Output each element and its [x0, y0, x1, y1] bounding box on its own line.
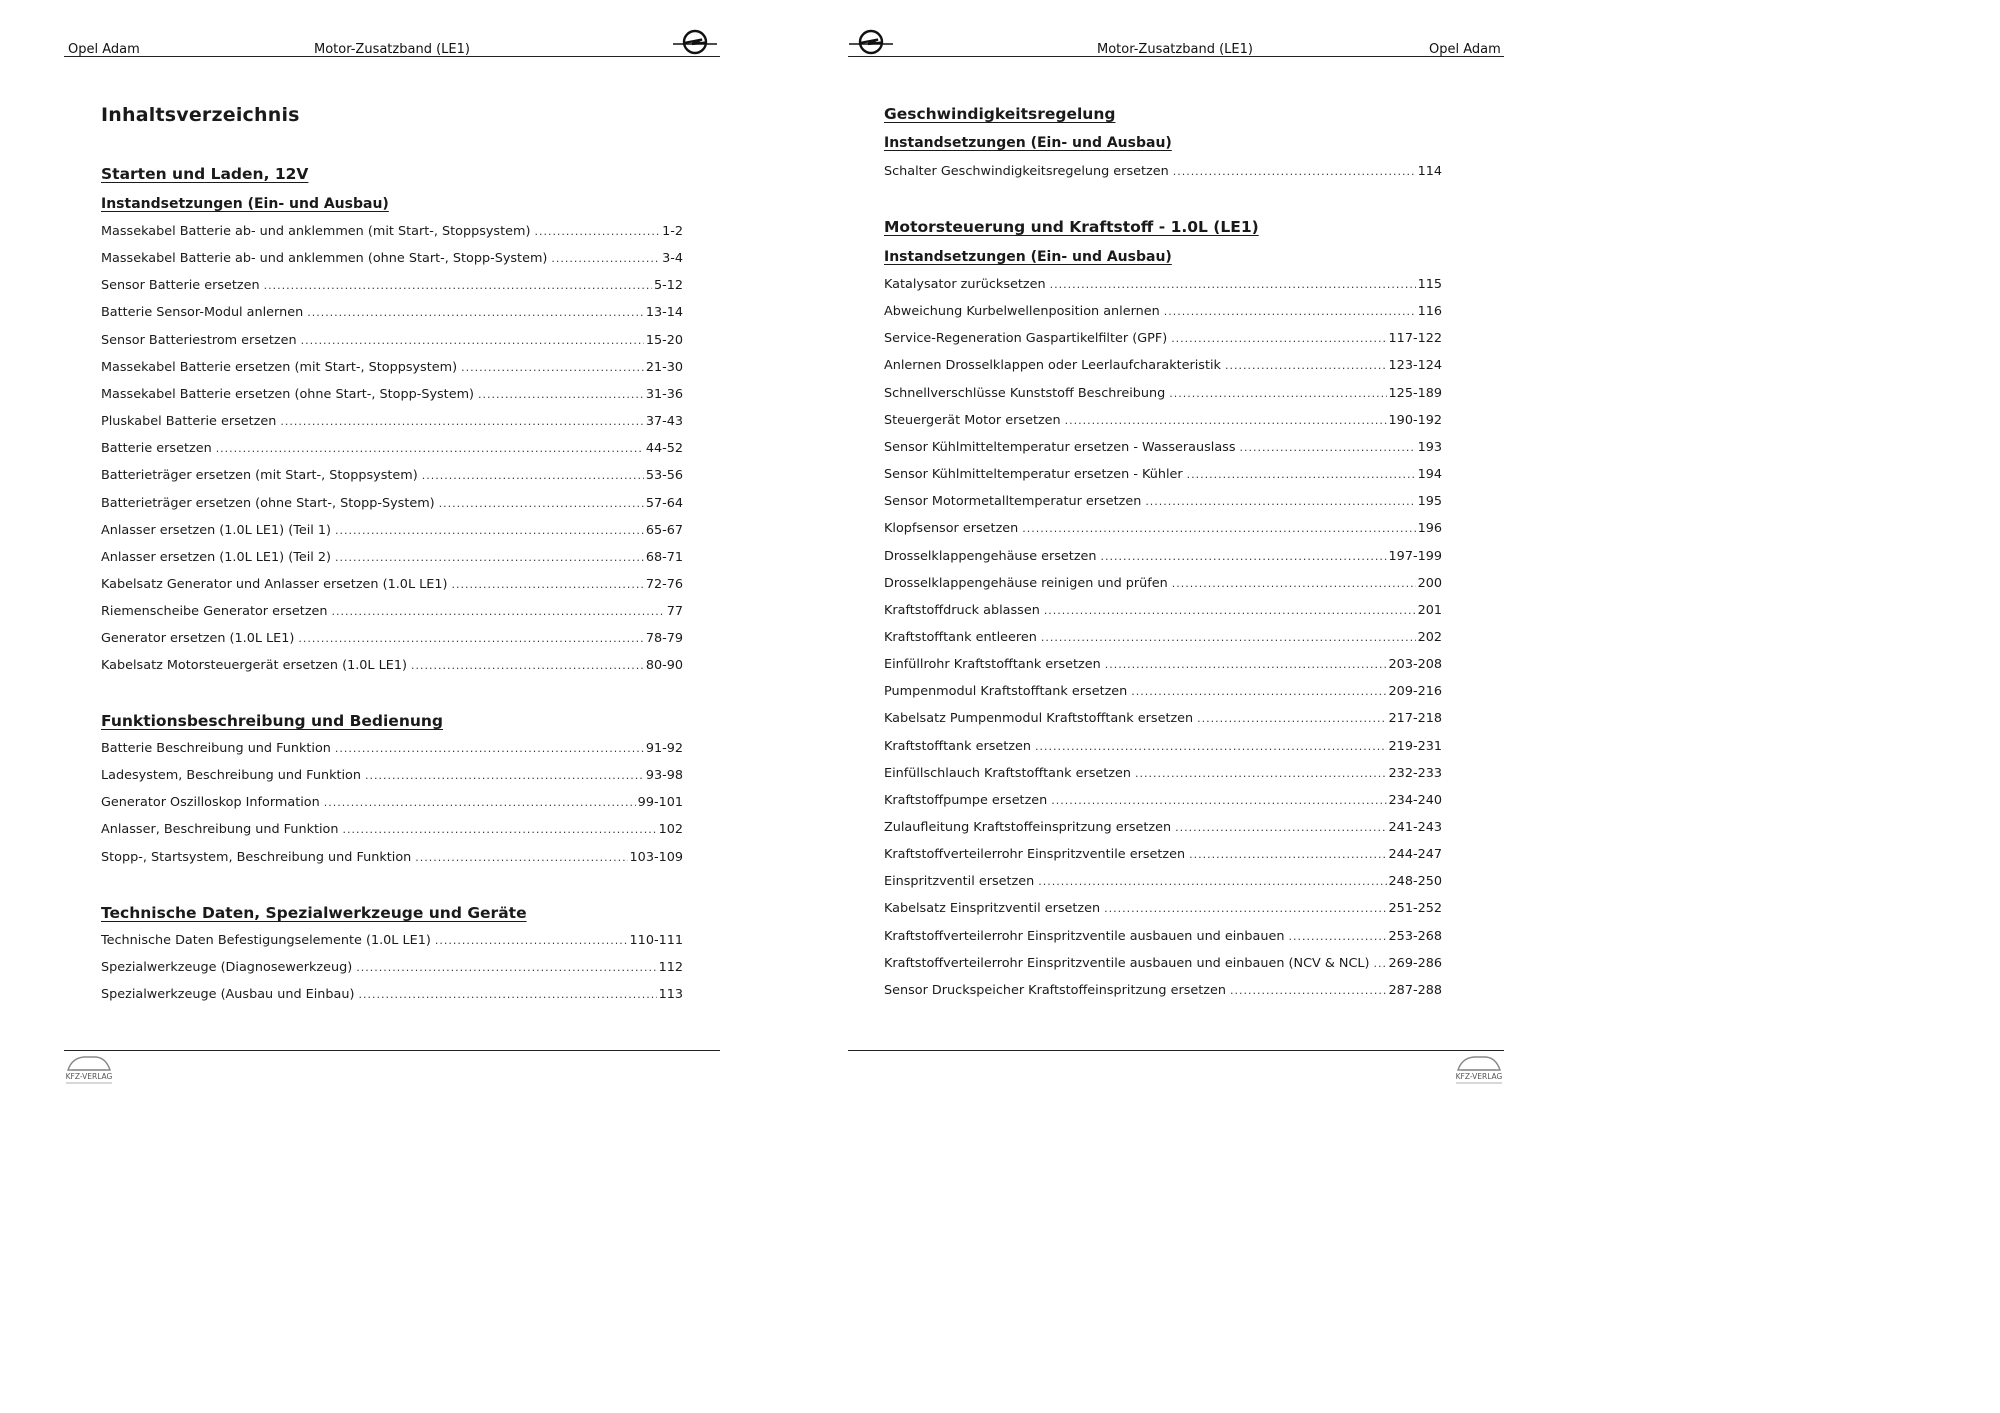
- toc-entry-title: Kraftstofftank entleeren: [884, 629, 1037, 645]
- toc-entry-pages: 190-192: [1388, 412, 1442, 428]
- toc-entry-title: Sensor Kühlmitteltemperatur ersetzen - Wasserauslass: [884, 439, 1236, 455]
- kfz-verlag-logo-icon: [62, 1052, 116, 1086]
- left-page: [0, 0, 776, 1098]
- toc-dot-leader: [324, 793, 636, 813]
- toc-dot-leader: [1171, 329, 1386, 349]
- toc-entry-title: Einspritzventil ersetzen: [884, 874, 1035, 890]
- toc-entry[interactable]: [884, 764, 1442, 784]
- toc-entry-pages: 194: [1417, 467, 1442, 483]
- toc-entry-title: Batterie Beschreibung und Funktion: [101, 741, 331, 756]
- toc-dot-leader: [461, 358, 644, 378]
- toc-dot-leader: [1374, 954, 1387, 974]
- footer-rule: [64, 1050, 720, 1051]
- toc-entry-pages: 248-250: [1388, 874, 1442, 890]
- toc-entry-pages: 197-199: [1388, 548, 1442, 564]
- toc-dot-leader: [1240, 438, 1416, 458]
- toc-entry-pages: 99-101: [637, 795, 683, 811]
- toc-entry-pages: 102: [658, 822, 683, 838]
- toc-entry-pages: 112: [658, 960, 683, 976]
- header-rule: [64, 56, 720, 57]
- section-title: Geschwindigkeitsregelung: [884, 105, 1116, 123]
- toc-dot-leader: [478, 385, 644, 405]
- toc-entry-pages: 3-4: [662, 251, 683, 267]
- opel-logo-icon: [848, 28, 894, 58]
- toc-entry[interactable]: [884, 818, 1442, 838]
- toc-entry-title: Stopp-, Startsystem, Beschreibung und Funktion: [101, 849, 412, 865]
- toc-entry[interactable]: [101, 602, 683, 622]
- toc-entry[interactable]: [884, 275, 1442, 295]
- toc-entry-title: Einfüllschlauch Kraftstofftank ersetzen: [884, 765, 1131, 781]
- toc-entry[interactable]: [101, 848, 683, 868]
- toc-entry-title: Spezialwerkzeuge (Diagnosewerkzeug): [101, 960, 353, 976]
- toc-entry-title: Anlasser, Beschreibung und Funktion: [101, 822, 339, 838]
- toc-entry-title: Anlernen Drosselklappen oder Leerlaufcharakteristik: [884, 358, 1221, 374]
- toc-entry-pages: 116: [1417, 304, 1442, 320]
- toc-entry-pages: 80-90: [645, 658, 683, 674]
- toc-entry-pages: 78-79: [645, 631, 683, 647]
- toc-entry[interactable]: [884, 162, 1442, 182]
- toc-dot-leader: [307, 303, 644, 323]
- toc-dot-leader: [1135, 764, 1387, 784]
- toc-entry-title: Kraftstoffdruck ablassen: [884, 602, 1040, 618]
- toc-dot-leader: [451, 575, 643, 595]
- toc-entry[interactable]: [101, 739, 683, 759]
- toc-dot-leader: [301, 331, 644, 351]
- toc-entry-title: Anlasser ersetzen (1.0L LE1) (Teil 2): [101, 549, 332, 565]
- svg-text:KFZ-VERLAG: KFZ-VERLAG: [1455, 1072, 1503, 1081]
- section-title: Motorsteuerung und Kraftstoff - 1.0L (LE1): [884, 218, 1259, 236]
- toc-entry[interactable]: [884, 519, 1442, 539]
- toc-entry-pages: 44-52: [645, 441, 683, 457]
- toc-entry-pages: 114: [1417, 164, 1442, 179]
- section-subtitle: Instandsetzungen (Ein- und Ausbau): [101, 196, 389, 212]
- toc-entry-pages: 217-218: [1388, 711, 1442, 727]
- toc-entry[interactable]: [884, 872, 1442, 892]
- toc-entry[interactable]: [101, 276, 683, 296]
- toc-entry[interactable]: [884, 981, 1442, 1001]
- toc-entry-pages: 21-30: [645, 359, 683, 375]
- toc-entry[interactable]: [884, 438, 1442, 458]
- toc-entry-title: Schnellverschlüsse Kunststoff Beschreibung: [884, 385, 1166, 401]
- toc-dot-leader: [356, 958, 656, 978]
- toc-entry-title: Massekabel Batterie ersetzen (ohne Start-, Stopp-System): [101, 386, 475, 402]
- opel-logo-icon: [672, 28, 718, 58]
- toc-entry-title: Batterieträger ersetzen (ohne Start-, Stopp-System): [101, 495, 435, 511]
- toc-entry-pages: 65-67: [645, 522, 683, 538]
- toc-entry[interactable]: [884, 329, 1442, 349]
- toc-entry-title: Riemenscheibe Generator ersetzen: [101, 604, 328, 620]
- toc-entry-title: Kraftstoffverteilerrohr Einspritzventile ausbauen und einbauen: [884, 928, 1285, 944]
- toc-dot-leader: [358, 985, 656, 1005]
- toc-entry-title: Drosselklappengehäuse reinigen und prüfen: [884, 575, 1168, 591]
- toc-entry-title: Sensor Druckspeicher Kraftstoffeinspritzung ersetzen: [884, 982, 1226, 998]
- toc-dot-leader: [551, 249, 660, 269]
- section-title: Technische Daten, Spezialwerkzeuge und Geräte: [101, 904, 527, 922]
- toc-dot-leader: [298, 629, 643, 649]
- toc-dot-leader: [1197, 709, 1386, 729]
- toc-entry-pages: 117-122: [1388, 331, 1442, 347]
- toc-dot-leader: [422, 466, 644, 486]
- toc-entry[interactable]: [884, 465, 1442, 485]
- toc-entry-title: Pumpenmodul Kraftstofftank ersetzen: [884, 684, 1128, 700]
- toc-entry-pages: 202: [1417, 629, 1442, 645]
- toc-entry[interactable]: [884, 709, 1442, 729]
- toc-entry-title: Katalysator zurücksetzen: [884, 277, 1046, 292]
- toc-dot-leader: [1022, 519, 1415, 539]
- toc-entry[interactable]: [884, 899, 1442, 919]
- toc-entry[interactable]: [884, 384, 1442, 404]
- toc-entry-pages: 244-247: [1388, 847, 1442, 863]
- toc-dot-leader: [343, 820, 657, 840]
- header-brand: Opel Adam: [68, 42, 140, 57]
- toc-entry-pages: 241-243: [1388, 820, 1442, 835]
- toc-dot-leader: [1038, 872, 1386, 892]
- toc-dot-leader: [1101, 547, 1387, 567]
- toc-entry[interactable]: [884, 927, 1442, 947]
- toc-dot-leader: [1288, 927, 1386, 947]
- toc-dot-leader: [1044, 601, 1416, 621]
- toc-dot-leader: [1189, 845, 1386, 865]
- toc-entry[interactable]: [101, 358, 683, 378]
- toc-entry-pages: 15-20: [645, 332, 683, 348]
- toc-entry-pages: 251-252: [1388, 901, 1442, 917]
- toc-entry-pages: 253-268: [1388, 928, 1442, 944]
- footer-rule: [848, 1050, 1504, 1051]
- header-brand: Opel Adam: [1429, 42, 1501, 57]
- toc-entry[interactable]: [101, 575, 683, 595]
- section-title: Funktionsbeschreibung und Bedienung: [101, 712, 444, 730]
- section-subtitle: Instandsetzungen (Ein- und Ausbau): [884, 249, 1172, 265]
- toc-entry[interactable]: [101, 766, 683, 786]
- toc-entry-title: Kabelsatz Generator und Anlasser ersetzen (1.0L LE1): [101, 576, 448, 592]
- toc-entry[interactable]: [101, 958, 683, 978]
- toc-entry[interactable]: [101, 521, 683, 541]
- toc-entry[interactable]: [884, 492, 1442, 512]
- toc-entry[interactable]: [884, 356, 1442, 376]
- toc-entry-pages: 193: [1417, 439, 1442, 455]
- toc-entry-title: Kabelsatz Einspritzventil ersetzen: [884, 901, 1101, 917]
- toc-entry[interactable]: [884, 628, 1442, 648]
- kfz-verlag-logo-icon: [1452, 1052, 1506, 1086]
- toc-entry[interactable]: [101, 931, 683, 951]
- toc-entry-pages: 68-71: [645, 549, 683, 565]
- toc-dot-leader: [1173, 162, 1416, 182]
- toc-entry[interactable]: [884, 682, 1442, 702]
- toc-entry-pages: 195: [1417, 494, 1442, 510]
- toc-entry-title: Batterie Sensor-Modul anlernen: [101, 305, 304, 321]
- toc-entry-pages: 125-189: [1388, 385, 1442, 401]
- section-title: Starten und Laden, 12V: [101, 165, 309, 183]
- toc-entry-pages: 219-231: [1388, 738, 1442, 754]
- toc-entry[interactable]: [101, 439, 683, 459]
- toc-dot-leader: [1145, 492, 1415, 512]
- toc-dot-leader: [335, 521, 644, 541]
- header-rule: [848, 56, 1504, 57]
- toc-entry-pages: 232-233: [1388, 765, 1442, 781]
- toc-title: Inhaltsverzeichnis: [101, 104, 300, 126]
- toc-entry[interactable]: [101, 820, 683, 840]
- toc-entry-pages: 77: [666, 604, 683, 620]
- toc-entry-title: Abweichung Kurbelwellenposition anlernen: [884, 304, 1160, 320]
- toc-entry[interactable]: [101, 303, 683, 323]
- toc-dot-leader: [1050, 275, 1416, 295]
- toc-dot-leader: [1051, 791, 1386, 811]
- toc-entry-pages: 196: [1417, 521, 1442, 537]
- toc-entry-pages: 91-92: [645, 741, 683, 756]
- toc-entry-pages: 234-240: [1388, 792, 1442, 808]
- toc-dot-leader: [1175, 818, 1386, 838]
- toc-dot-leader: [1225, 356, 1387, 376]
- toc-entry-pages: 31-36: [645, 386, 683, 402]
- header-title: Motor-Zusatzband (LE1): [314, 42, 470, 57]
- toc-entry[interactable]: [101, 985, 683, 1005]
- toc-dot-leader: [216, 439, 644, 459]
- toc-dot-leader: [1187, 465, 1416, 485]
- toc-entry-pages: 269-286: [1388, 955, 1442, 971]
- toc-entry-title: Massekabel Batterie ab- und anklemmen (ohne Start-, Stopp-System): [101, 251, 548, 267]
- toc-entry-pages: 201: [1417, 602, 1442, 618]
- toc-entry-pages: 287-288: [1388, 982, 1442, 998]
- toc-entry-title: Generator ersetzen (1.0L LE1): [101, 631, 295, 647]
- toc-entry[interactable]: [101, 385, 683, 405]
- toc-entry[interactable]: [101, 249, 683, 269]
- toc-entry[interactable]: [884, 302, 1442, 322]
- toc-entry[interactable]: [884, 601, 1442, 621]
- toc-entry-title: Massekabel Batterie ab- und anklemmen (mit Start-, Stoppsystem): [101, 224, 531, 239]
- toc-dot-leader: [1105, 655, 1387, 675]
- header-title: Motor-Zusatzband (LE1): [1097, 42, 1253, 57]
- toc-entry-title: Service-Regeneration Gaspartikelfilter (GPF): [884, 331, 1168, 347]
- toc-entry-pages: 110-111: [629, 933, 683, 948]
- toc-entry-title: Generator Oszilloskop Information: [101, 795, 320, 811]
- section-subtitle: Instandsetzungen (Ein- und Ausbau): [884, 135, 1172, 151]
- toc-entry-pages: 53-56: [645, 468, 683, 484]
- toc-entry-title: Spezialwerkzeuge (Ausbau und Einbau): [101, 987, 355, 1003]
- toc-entry[interactable]: [101, 466, 683, 486]
- toc-entry-title: Sensor Motormetalltemperatur ersetzen: [884, 494, 1142, 510]
- toc-entry-title: Anlasser ersetzen (1.0L LE1) (Teil 1): [101, 522, 332, 538]
- toc-entry-title: Kabelsatz Motorsteuergerät ersetzen (1.0L LE1): [101, 658, 407, 674]
- toc-entry-pages: 200: [1417, 575, 1442, 591]
- toc-entry-title: Klopfsensor ersetzen: [884, 521, 1019, 537]
- toc-entry-pages: 93-98: [645, 768, 683, 784]
- toc-dot-leader: [1041, 628, 1416, 648]
- toc-entry-title: Kraftstoffpumpe ersetzen: [884, 792, 1048, 808]
- toc-dot-leader: [411, 656, 644, 676]
- toc-entry[interactable]: [101, 656, 683, 676]
- toc-dot-leader: [365, 766, 644, 786]
- toc-entry-title: Drosselklappengehäuse ersetzen: [884, 548, 1097, 564]
- toc-entry-title: Zulaufleitung Kraftstoffeinspritzung ersetzen: [884, 820, 1172, 835]
- toc-entry-title: Sensor Batteriestrom ersetzen: [101, 332, 297, 348]
- toc-entry-pages: 113: [658, 987, 683, 1003]
- toc-entry[interactable]: [884, 954, 1442, 974]
- toc-entry-title: Sensor Kühlmitteltemperatur ersetzen - Kühler: [884, 467, 1183, 483]
- toc-entry-title: Sensor Batterie ersetzen: [101, 278, 260, 294]
- toc-entry-pages: 203-208: [1388, 657, 1442, 673]
- toc-dot-leader: [335, 548, 644, 568]
- toc-dot-leader: [264, 276, 652, 296]
- toc-entry-pages: 123-124: [1388, 358, 1442, 374]
- toc-dot-leader: [280, 412, 643, 432]
- toc-entry[interactable]: [101, 412, 683, 432]
- toc-entry[interactable]: [884, 655, 1442, 675]
- toc-entry[interactable]: [884, 791, 1442, 811]
- toc-entry-pages: 209-216: [1388, 684, 1442, 700]
- toc-entry-title: Batterie ersetzen: [101, 441, 212, 457]
- toc-entry-pages: 57-64: [645, 495, 683, 511]
- toc-dot-leader: [439, 494, 644, 514]
- toc-entry-title: Kraftstoffverteilerrohr Einspritzventile ausbauen und einbauen (NCV & NCL): [884, 955, 1370, 971]
- toc-entry-title: Technische Daten Befestigungselemente (1.0L LE1): [101, 933, 431, 948]
- toc-entry[interactable]: [101, 793, 683, 813]
- toc-entry-pages: 5-12: [653, 278, 683, 294]
- toc-dot-leader: [332, 602, 665, 622]
- toc-dot-leader: [415, 848, 627, 868]
- toc-entry[interactable]: [101, 331, 683, 351]
- toc-dot-leader: [335, 739, 644, 759]
- toc-entry[interactable]: [101, 548, 683, 568]
- toc-entry-title: Einfüllrohr Kraftstofftank ersetzen: [884, 657, 1101, 673]
- toc-entry-title: Schalter Geschwindigkeitsregelung ersetzen: [884, 164, 1169, 179]
- toc-entry[interactable]: [884, 547, 1442, 567]
- toc-dot-leader: [1131, 682, 1386, 702]
- toc-entry[interactable]: [884, 845, 1442, 865]
- toc-entry[interactable]: [101, 629, 683, 649]
- toc-dot-leader: [1230, 981, 1387, 1001]
- toc-entry-title: Kabelsatz Pumpenmodul Kraftstofftank ersetzen: [884, 711, 1194, 727]
- toc-entry-title: Pluskabel Batterie ersetzen: [101, 414, 277, 430]
- toc-entry-title: Steuergerät Motor ersetzen: [884, 412, 1061, 428]
- toc-entry[interactable]: [884, 737, 1442, 757]
- toc-entry-pages: 1-2: [662, 224, 683, 239]
- toc-entry-pages: 115: [1417, 277, 1442, 292]
- svg-text:KFZ-VERLAG: KFZ-VERLAG: [65, 1072, 113, 1081]
- toc-dot-leader: [1065, 411, 1387, 431]
- toc-entry-pages: 103-109: [629, 849, 683, 865]
- toc-dot-leader: [1164, 302, 1416, 322]
- toc-dot-leader: [1104, 899, 1386, 919]
- toc-entry[interactable]: [884, 411, 1442, 431]
- toc-entry[interactable]: [884, 574, 1442, 594]
- toc-dot-leader: [1169, 384, 1386, 404]
- toc-entry-pages: 13-14: [645, 305, 683, 321]
- toc-entry-title: Kraftstofftank ersetzen: [884, 738, 1031, 754]
- toc-entry-title: Batterieträger ersetzen (mit Start-, Stoppsystem): [101, 468, 418, 484]
- toc-entry-title: Kraftstoffverteilerrohr Einspritzventile ersetzen: [884, 847, 1186, 863]
- toc-entry-title: Massekabel Batterie ersetzen (mit Start-, Stoppsystem): [101, 359, 458, 375]
- toc-entry-title: Ladesystem, Beschreibung und Funktion: [101, 768, 361, 784]
- toc-dot-leader: [1035, 737, 1387, 757]
- toc-dot-leader: [1172, 574, 1416, 594]
- right-page: [776, 0, 1552, 1098]
- toc-entry-pages: 37-43: [645, 414, 683, 430]
- toc-dot-leader: [534, 222, 660, 242]
- toc-entry-pages: 72-76: [645, 576, 683, 592]
- toc-entry[interactable]: [101, 494, 683, 514]
- toc-entry[interactable]: [101, 222, 683, 242]
- toc-dot-leader: [435, 931, 628, 951]
